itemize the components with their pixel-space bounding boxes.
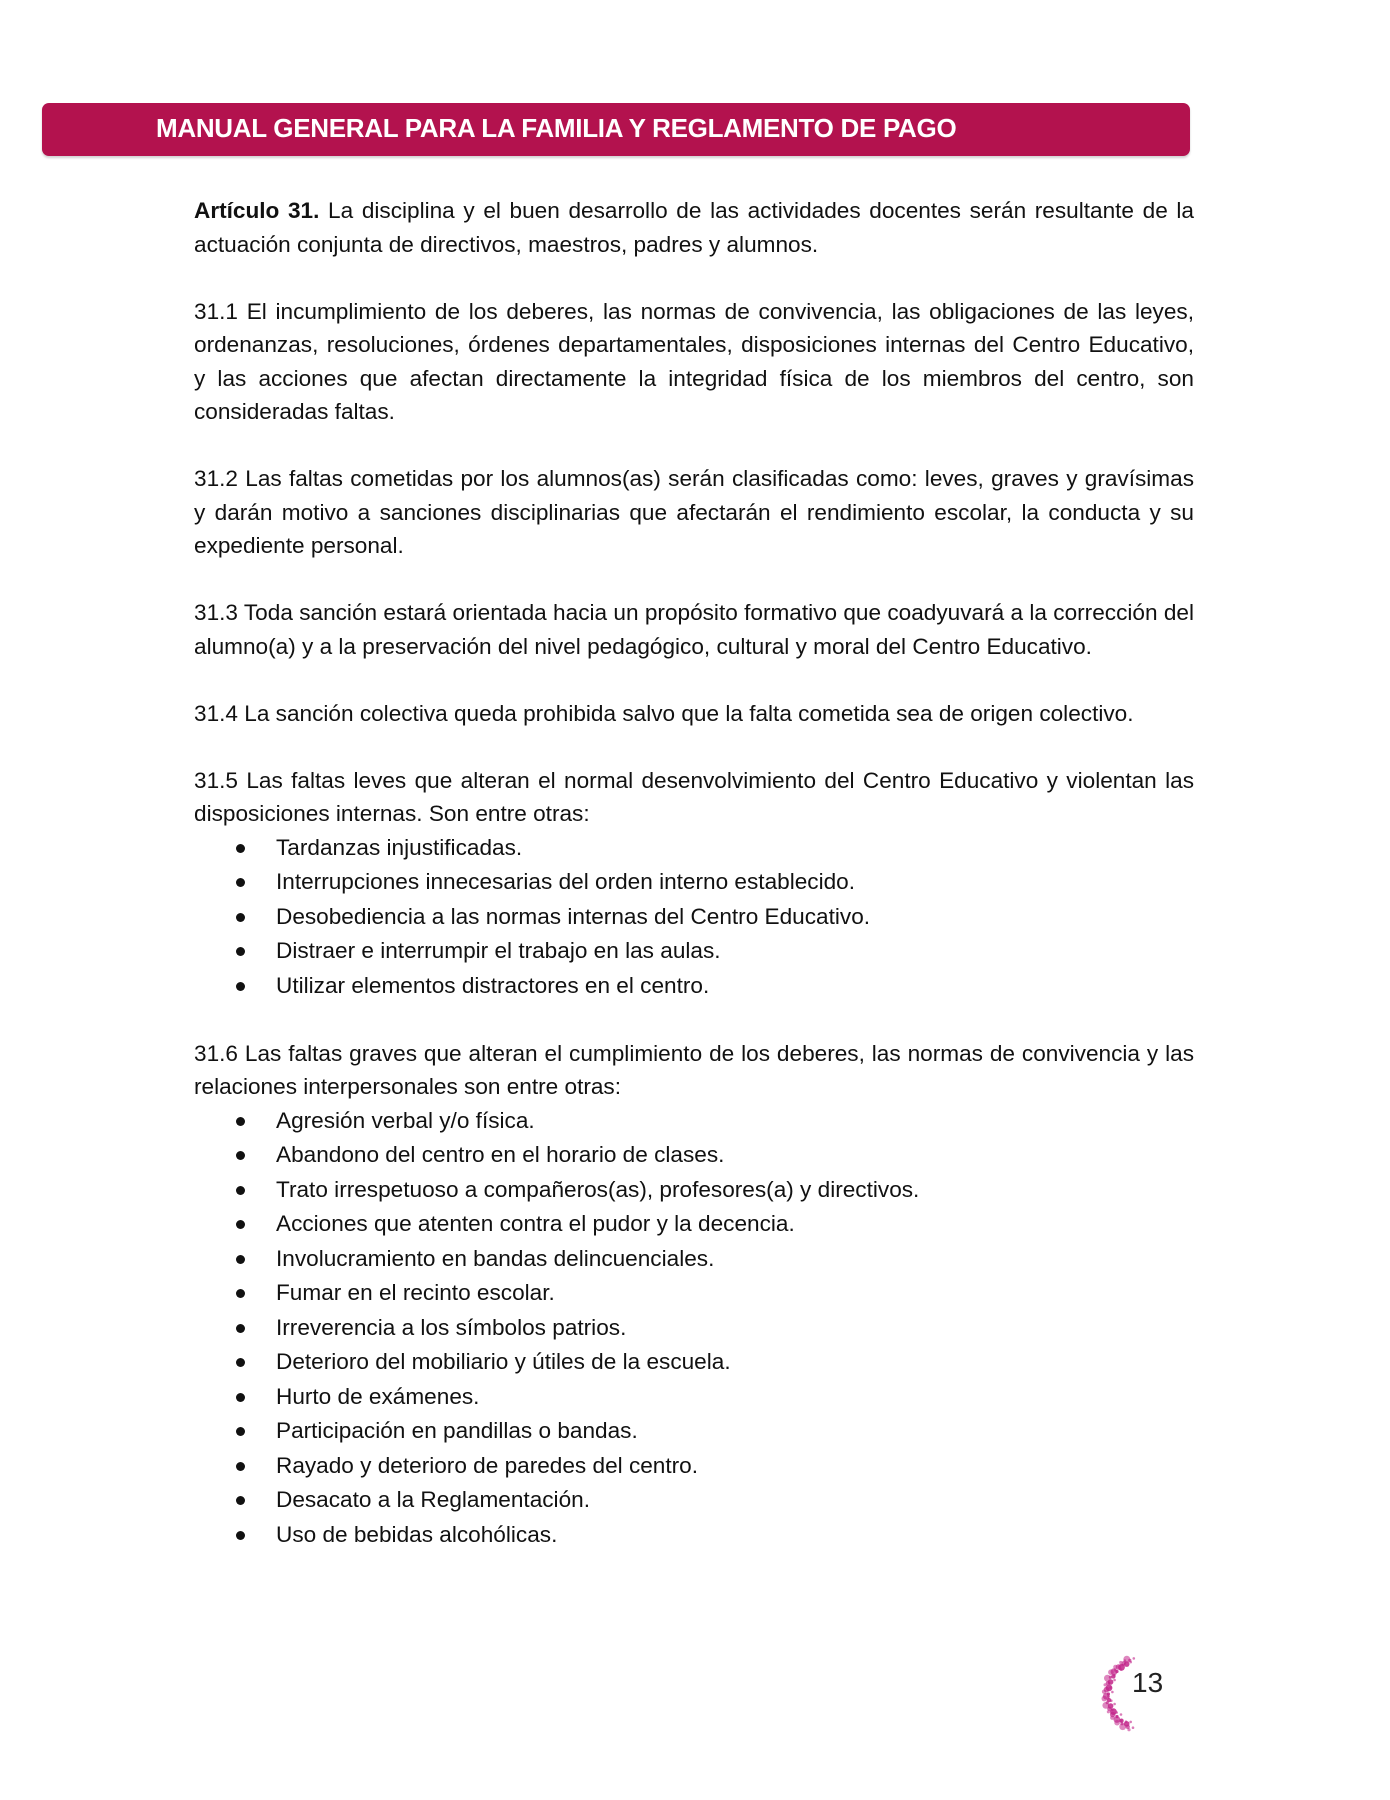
- bullet-icon: [236, 1220, 245, 1229]
- list-item: Rayado y deterioro de paredes del centro.: [194, 1449, 1194, 1484]
- section-31-1: 31.1 El incumplimiento de los deberes, las normas de convivencia, las obligaciones de las leyes, ordenanzas, resoluciones, órdenes departamentales, disposiciones internas del Centro Educativo, y las acciones que afectan directamente la integridad física de los miembros del centro, son consideradas faltas.: [194, 298, 1194, 424]
- faltas-graves-list: [194, 1104, 1194, 1553]
- list-item: Utilizar elementos distractores en el centro.: [194, 969, 1194, 1004]
- header-bar: [42, 103, 1190, 156]
- document-title: MANUAL GENERAL PARA LA FAMILIA Y REGLAMENTO DE PAGO: [156, 113, 957, 143]
- list-item: Fumar en el recinto escolar.: [194, 1276, 1194, 1311]
- bullet-icon: [236, 1324, 245, 1333]
- list-item: Interrupciones innecesarias del orden interno establecido.: [194, 865, 1194, 900]
- list-item: Abandono del centro en el horario de clases.: [194, 1138, 1194, 1173]
- bullet-icon: [236, 947, 245, 956]
- document-body: [194, 194, 1194, 1586]
- bullet-icon: [236, 1255, 245, 1264]
- article-intro-text: La disciplina y el buen desarrollo de las actividades docentes serán resultante de la actuación conjunta de directivos, maestros, padres y alumnos.: [194, 198, 1194, 257]
- bullet-icon: [236, 1358, 245, 1367]
- bullet-icon: [236, 982, 245, 991]
- list-item: Involucramiento en bandas delincuenciales.: [194, 1242, 1194, 1277]
- list-item: Deterioro del mobiliario y útiles de la escuela.: [194, 1345, 1194, 1380]
- bullet-icon: [236, 1393, 245, 1402]
- list-item: Tardanzas injustificadas.: [194, 831, 1194, 866]
- list-item: Agresión verbal y/o física.: [194, 1104, 1194, 1139]
- bullet-icon: [236, 1186, 245, 1195]
- bullet-icon: [236, 1117, 245, 1126]
- list-item: Irreverencia a los símbolos patrios.: [194, 1311, 1194, 1346]
- bullet-icon: [236, 1289, 245, 1298]
- list-item: Hurto de exámenes.: [194, 1380, 1194, 1415]
- article-31-intro: [194, 194, 1194, 261]
- bullet-icon: [236, 1462, 245, 1471]
- section-31-4: 31.4 La sanción colectiva queda prohibida salvo que la falta cometida sea de origen colectivo.: [194, 700, 1134, 726]
- bullet-icon: [236, 1496, 245, 1505]
- section-31-6: 31.6 Las faltas graves que alteran el cumplimiento de los deberes, las normas de convivencia y las relaciones interpersonales son entre otras:: [194, 1040, 1194, 1099]
- list-item: Trato irrespetuoso a compañeros(as), profesores(a) y directivos.: [194, 1173, 1194, 1208]
- article-label: Artículo 31.: [194, 198, 320, 223]
- list-item: Desacato a la Reglamentación.: [194, 1483, 1194, 1518]
- bullet-icon: [236, 878, 245, 887]
- bullet-icon: [236, 844, 245, 853]
- bullet-icon: [236, 913, 245, 922]
- section-31-5: 31.5 Las faltas leves que alteran el normal desenvolvimiento del Centro Educativo y violentan las disposiciones internas. Son entre otras:: [194, 767, 1194, 826]
- faltas-leves-list: [194, 831, 1194, 1004]
- list-item: Acciones que atenten contra el pudor y la decencia.: [194, 1207, 1194, 1242]
- list-item: Distraer e interrumpir el trabajo en las aulas.: [194, 934, 1194, 969]
- bullet-icon: [236, 1151, 245, 1160]
- bullet-icon: [236, 1531, 245, 1540]
- section-31-2: 31.2 Las faltas cometidas por los alumnos(as) serán clasificadas como: leves, graves y gravísimas y darán motivo a sanciones disciplinarias que afectarán el rendimiento escolar, la conducta y su expediente personal.: [194, 466, 1194, 558]
- list-item: Desobediencia a las normas internas del Centro Educativo.: [194, 900, 1194, 935]
- bullet-icon: [236, 1427, 245, 1436]
- section-31-3: 31.3 Toda sanción estará orientada hacia un propósito formativo que coadyuvará a la corrección del alumno(a) y a la preservación del nivel pedagógico, cultural y moral del Centro Educativo.: [194, 600, 1194, 659]
- page-number: 13: [1132, 1667, 1164, 1698]
- list-item: Uso de bebidas alcohólicas.: [194, 1518, 1194, 1553]
- list-item: Participación en pandillas o bandas.: [194, 1414, 1194, 1449]
